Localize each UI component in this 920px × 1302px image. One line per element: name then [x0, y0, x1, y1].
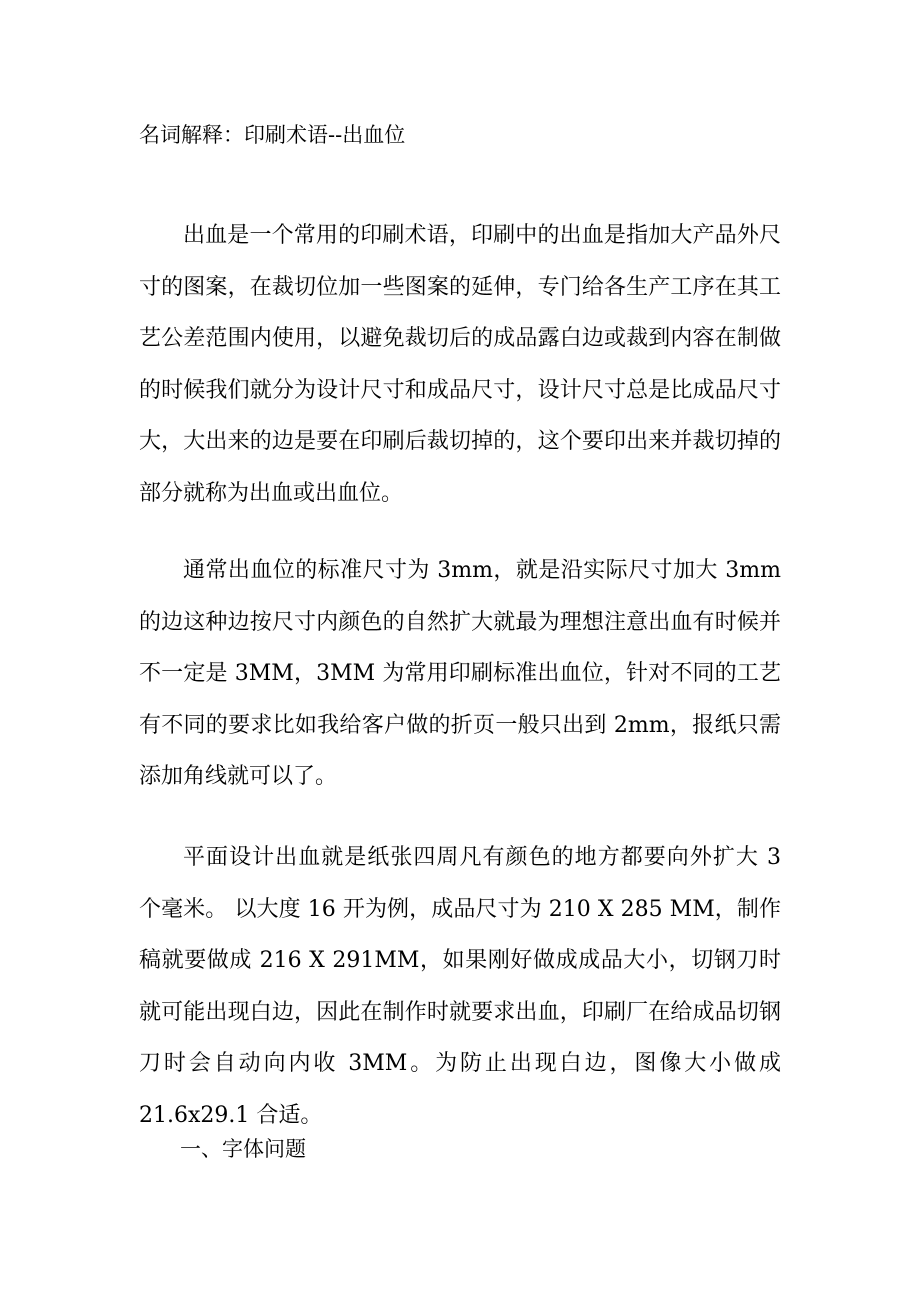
section-heading-font-issues: 一、字体问题	[180, 1137, 306, 1161]
document-title: 名词解释：印刷术语--出血位	[139, 123, 406, 147]
paragraph-graphic-design-bleed: 平面设计出血就是纸张四周凡有颜色的地方都要向外扩大 3 个毫米。 以大度 16 开为例，成品尺寸为 210 X 285 MM，制作稿就要做成 216 X 291MM，如果刚好做成成品大小，切钢刀时就可能出现白边，因此在制作时就要求出血，印刷厂在给成品切钢刀时会自动向内收 3MM。为防止出现白边，图像大小做成 21.6x29.1 合适。	[139, 845, 781, 1128]
paragraph-bleed-definition: 出血是一个常用的印刷术语，印刷中的出血是指加大产品外尺寸的图案，在裁切位加一些图案的延伸，专门给各生产工序在其工艺公差范围内使用，以避免裁切后的成品露白边或裁到内容在制做的时候我们就分为设计尺寸和成品尺寸，设计尺寸总是比成品尺寸大，大出来的边是要在印刷后裁切掉的，这个要印出来并裁切掉的部分就称为出血或出血位。	[139, 223, 781, 506]
paragraph-standard-bleed-size: 通常出血位的标准尺寸为 3mm，就是沿实际尺寸加大 3mm 的边这种边按尺寸内颜色的自然扩大就最为理想注意出血有时候并不一定是 3MM，3MM 为常用印刷标准出血位，针对不同的工艺有不同的要求比如我给客户做的折页一般只出到 2mm，报纸只需添加角线就可以了。	[139, 558, 781, 789]
